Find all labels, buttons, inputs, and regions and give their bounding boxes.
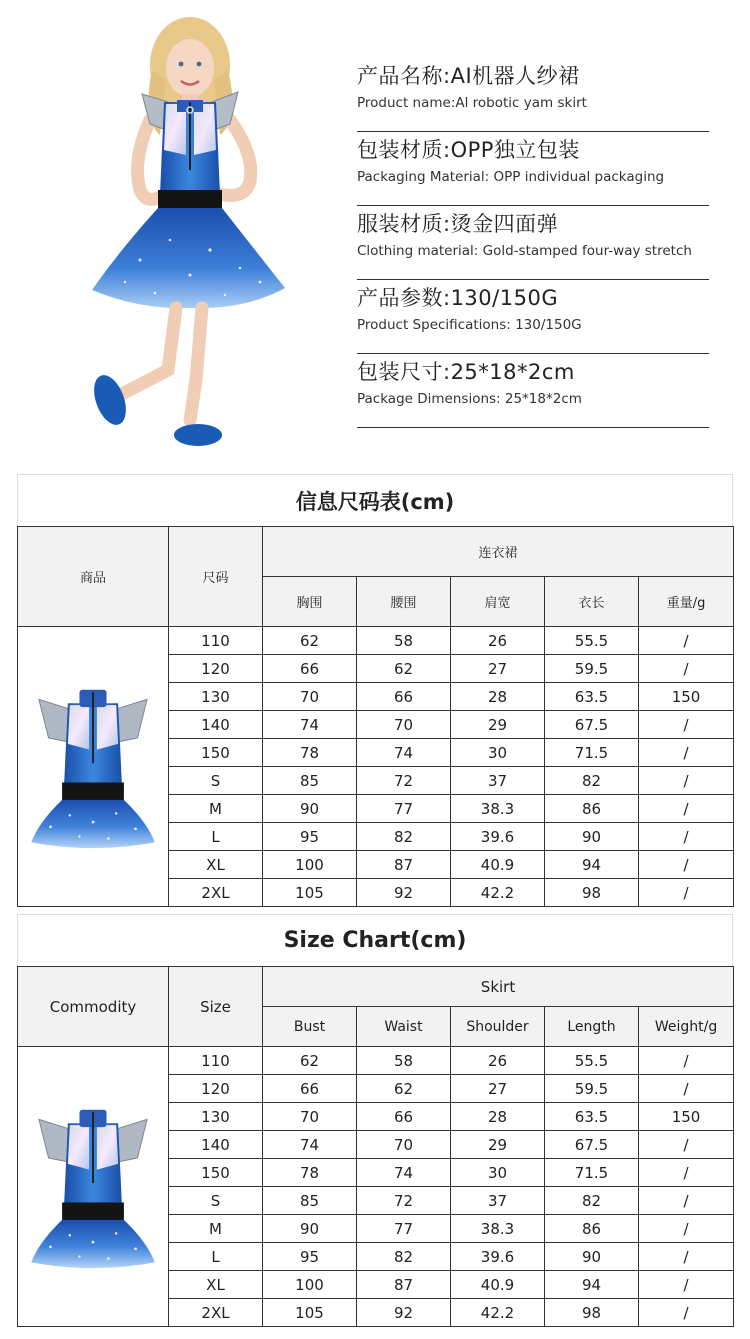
cell-waist: 74 [357, 1159, 451, 1187]
header-bust: Bust [263, 1007, 357, 1047]
spec-cn: 产品名称:AI机器人纱裙 [357, 64, 580, 88]
cell-waist: 82 [357, 1243, 451, 1271]
cell-bust: 74 [263, 711, 357, 739]
cell-shoulder: 26 [451, 627, 545, 655]
header-commodity: 商品 [18, 527, 169, 627]
cell-waist: 58 [357, 627, 451, 655]
size-chart-en [17, 914, 733, 1327]
cell-size: 110 [169, 1047, 263, 1075]
header-commodity: Commodity [18, 967, 169, 1047]
cell-bust: 100 [263, 851, 357, 879]
header-bust: 胸围 [263, 577, 357, 627]
cell-length: 90 [545, 1243, 639, 1271]
spec-product-specifications [357, 280, 709, 354]
cell-length: 86 [545, 795, 639, 823]
cell-waist: 87 [357, 1271, 451, 1299]
cell-bust: 100 [263, 1271, 357, 1299]
chart-title: Size Chart(cm) [17, 914, 733, 966]
cell-waist: 66 [357, 683, 451, 711]
cell-shoulder: 40.9 [451, 1271, 545, 1299]
header-weight: Weight/g [639, 1007, 734, 1047]
header-waist: 腰围 [357, 577, 451, 627]
dress-image [18, 627, 169, 907]
cell-size: 130 [169, 1103, 263, 1131]
cell-length: 67.5 [545, 711, 639, 739]
cell-size: 140 [169, 711, 263, 739]
spec-cn: 产品参数:130/150G [357, 286, 559, 310]
spec-en: Product Specifications: 130/150G [357, 317, 582, 333]
cell-size: M [169, 1215, 263, 1243]
cell-weight: / [639, 1271, 734, 1299]
cell-shoulder: 37 [451, 767, 545, 795]
cell-shoulder: 42.2 [451, 879, 545, 907]
cell-weight: / [639, 627, 734, 655]
cell-bust: 62 [263, 627, 357, 655]
cell-length: 71.5 [545, 739, 639, 767]
cell-weight: 150 [639, 1103, 734, 1131]
header-weight: 重量/g [639, 577, 734, 627]
spec-cn: 服装材质:烫金四面弹 [357, 212, 559, 236]
cell-bust: 70 [263, 683, 357, 711]
spec-en: Clothing material: Gold-stamped four-way stretch [357, 243, 692, 259]
cell-waist: 92 [357, 879, 451, 907]
spec-packaging-material [357, 132, 709, 206]
cell-bust: 85 [263, 1187, 357, 1215]
cell-weight: / [639, 1047, 734, 1075]
size-table [17, 966, 734, 1327]
header-length: 衣长 [545, 577, 639, 627]
cell-waist: 62 [357, 1075, 451, 1103]
cell-weight: / [639, 1131, 734, 1159]
model-photo [80, 10, 300, 455]
cell-weight: / [639, 823, 734, 851]
table-body [18, 1047, 734, 1327]
cell-length: 63.5 [545, 1103, 639, 1131]
cell-shoulder: 37 [451, 1187, 545, 1215]
cell-shoulder: 26 [451, 1047, 545, 1075]
cell-waist: 82 [357, 823, 451, 851]
cell-length: 63.5 [545, 683, 639, 711]
cell-bust: 78 [263, 1159, 357, 1187]
spec-cn: 包装尺寸:25*18*2cm [357, 360, 575, 384]
cell-waist: 70 [357, 711, 451, 739]
cell-bust: 95 [263, 823, 357, 851]
cell-length: 82 [545, 767, 639, 795]
header-size: 尺码 [169, 527, 263, 627]
cell-size: XL [169, 1271, 263, 1299]
header-group: Skirt [263, 967, 734, 1007]
cell-size: S [169, 1187, 263, 1215]
cell-length: 82 [545, 1187, 639, 1215]
product-info-section [0, 0, 750, 470]
cell-weight: / [639, 1159, 734, 1187]
cell-waist: 72 [357, 767, 451, 795]
spec-product-name [357, 58, 709, 132]
cell-length: 90 [545, 823, 639, 851]
cell-size: M [169, 795, 263, 823]
cell-size: 140 [169, 1131, 263, 1159]
cell-weight: / [639, 1243, 734, 1271]
cell-shoulder: 38.3 [451, 795, 545, 823]
cell-shoulder: 27 [451, 1075, 545, 1103]
cell-length: 59.5 [545, 655, 639, 683]
cell-shoulder: 28 [451, 683, 545, 711]
header-shoulder: Shoulder [451, 1007, 545, 1047]
spec-en: Product name:Al robotic yam skirt [357, 95, 587, 111]
cell-weight: / [639, 1299, 734, 1327]
cell-size: 120 [169, 655, 263, 683]
header-size: Size [169, 967, 263, 1047]
product-spec-list [357, 58, 709, 428]
cell-size: 130 [169, 683, 263, 711]
cell-shoulder: 29 [451, 1131, 545, 1159]
cell-weight: / [639, 1187, 734, 1215]
cell-waist: 92 [357, 1299, 451, 1327]
cell-weight: / [639, 1075, 734, 1103]
cell-size: L [169, 823, 263, 851]
spec-en: Packaging Material: OPP individual packaging [357, 169, 665, 185]
cell-weight: 150 [639, 683, 734, 711]
cell-size: L [169, 1243, 263, 1271]
cell-weight: / [639, 1215, 734, 1243]
cell-bust: 90 [263, 795, 357, 823]
table-row [18, 627, 734, 655]
cell-weight: / [639, 711, 734, 739]
cell-waist: 62 [357, 655, 451, 683]
cell-waist: 77 [357, 795, 451, 823]
cell-bust: 66 [263, 1075, 357, 1103]
header-length: Length [545, 1007, 639, 1047]
cell-size: 150 [169, 1159, 263, 1187]
table-row [18, 1047, 734, 1075]
spec-en: Package Dimensions: 25*18*2cm [357, 391, 582, 407]
cell-shoulder: 39.6 [451, 823, 545, 851]
cell-length: 94 [545, 851, 639, 879]
cell-length: 55.5 [545, 1047, 639, 1075]
cell-bust: 105 [263, 1299, 357, 1327]
cell-bust: 62 [263, 1047, 357, 1075]
cell-size: 150 [169, 739, 263, 767]
cell-length: 71.5 [545, 1159, 639, 1187]
cell-waist: 58 [357, 1047, 451, 1075]
cell-shoulder: 39.6 [451, 1243, 545, 1271]
cell-bust: 78 [263, 739, 357, 767]
size-chart-cn [17, 474, 733, 907]
cell-shoulder: 28 [451, 1103, 545, 1131]
size-table [17, 526, 734, 907]
cell-size: XL [169, 851, 263, 879]
dress-image [18, 1047, 169, 1327]
cell-size: 110 [169, 627, 263, 655]
cell-length: 59.5 [545, 1075, 639, 1103]
spec-clothing-material [357, 206, 709, 280]
cell-shoulder: 27 [451, 655, 545, 683]
cell-waist: 87 [357, 851, 451, 879]
cell-size: S [169, 767, 263, 795]
cell-weight: / [639, 739, 734, 767]
cell-length: 98 [545, 879, 639, 907]
cell-size: 120 [169, 1075, 263, 1103]
cell-bust: 74 [263, 1131, 357, 1159]
cell-shoulder: 30 [451, 739, 545, 767]
cell-waist: 77 [357, 1215, 451, 1243]
cell-shoulder: 30 [451, 1159, 545, 1187]
cell-shoulder: 29 [451, 711, 545, 739]
chart-title: 信息尺码表(cm) [17, 474, 733, 526]
cell-weight: / [639, 655, 734, 683]
spec-package-dimensions [357, 354, 709, 428]
cell-weight: / [639, 851, 734, 879]
spec-cn: 包装材质:OPP独立包装 [357, 138, 580, 162]
cell-length: 94 [545, 1271, 639, 1299]
cell-shoulder: 38.3 [451, 1215, 545, 1243]
header-group: 连衣裙 [263, 527, 734, 577]
cell-waist: 70 [357, 1131, 451, 1159]
cell-length: 86 [545, 1215, 639, 1243]
cell-weight: / [639, 795, 734, 823]
cell-waist: 74 [357, 739, 451, 767]
cell-waist: 66 [357, 1103, 451, 1131]
cell-bust: 90 [263, 1215, 357, 1243]
table-body [18, 627, 734, 907]
cell-weight: / [639, 879, 734, 907]
header-waist: Waist [357, 1007, 451, 1047]
cell-length: 98 [545, 1299, 639, 1327]
cell-bust: 95 [263, 1243, 357, 1271]
cell-shoulder: 42.2 [451, 1299, 545, 1327]
cell-bust: 105 [263, 879, 357, 907]
cell-size: 2XL [169, 1299, 263, 1327]
cell-length: 55.5 [545, 627, 639, 655]
cell-bust: 66 [263, 655, 357, 683]
cell-size: 2XL [169, 879, 263, 907]
cell-length: 67.5 [545, 1131, 639, 1159]
cell-weight: / [639, 767, 734, 795]
cell-shoulder: 40.9 [451, 851, 545, 879]
header-shoulder: 肩宽 [451, 577, 545, 627]
cell-bust: 85 [263, 767, 357, 795]
cell-waist: 72 [357, 1187, 451, 1215]
cell-bust: 70 [263, 1103, 357, 1131]
